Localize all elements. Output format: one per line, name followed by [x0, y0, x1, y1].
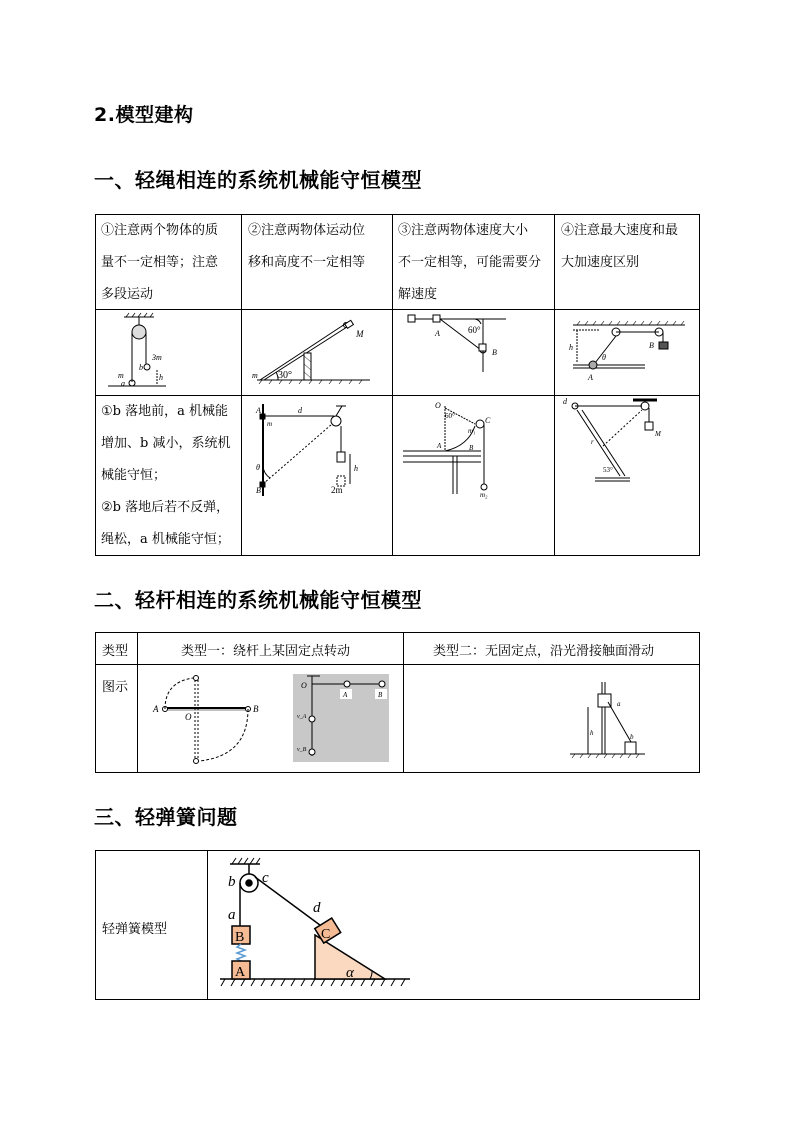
- label-A: A: [343, 691, 348, 699]
- note-4: [561, 215, 678, 279]
- label-h: h: [159, 373, 163, 382]
- label-m: m: [267, 420, 273, 428]
- note-1-line: 量不一定相等；注意: [101, 255, 219, 270]
- note-3: [398, 215, 541, 311]
- label-B: B: [492, 348, 497, 357]
- label-M: M: [356, 329, 364, 339]
- label-angle: 60°: [445, 412, 455, 420]
- type2-figure-cell: [403, 664, 700, 773]
- curved-track-figure: [393, 396, 554, 555]
- note-2: [248, 215, 365, 279]
- label-angle: 60°: [468, 325, 481, 335]
- sliding-rod-figure: [565, 668, 655, 766]
- type2-header: 类型二：无固定点，沿光滑接触面滑动: [433, 644, 655, 659]
- label-O: O: [435, 401, 441, 410]
- note-3-line: 解速度: [398, 287, 438, 302]
- description-line: 绳松，a 机械能守恒；: [101, 532, 230, 547]
- note-4-line: ④注意最大速度和最: [561, 223, 679, 238]
- note-2-line: 移和高度不一定相等: [248, 255, 366, 270]
- label-A: A: [435, 329, 440, 338]
- label-M: M: [655, 430, 661, 438]
- label-m: m: [252, 371, 258, 380]
- label-3m: 3m: [152, 353, 162, 362]
- label-vB: v_B: [297, 747, 307, 753]
- label-angle: 30°: [278, 370, 292, 381]
- label-B: B: [378, 691, 383, 699]
- label-h: h: [569, 343, 573, 352]
- label-vA: v_A: [297, 714, 307, 720]
- label-O: O: [301, 681, 307, 690]
- label-m1: m₁: [468, 427, 476, 435]
- label-B: B: [256, 486, 261, 495]
- section3-title: 三、轻弹簧问题: [94, 805, 238, 829]
- label-b: b: [630, 733, 634, 741]
- label-b: b: [228, 874, 236, 890]
- label-d: d: [298, 406, 302, 415]
- label-B: B: [469, 444, 474, 452]
- label-a: a: [617, 700, 621, 708]
- page-heading: 2.模型建构: [94, 104, 194, 126]
- description-line: 械能守恒；: [101, 468, 167, 483]
- label-A: A: [235, 965, 246, 980]
- label-B: B: [235, 930, 245, 945]
- note-1: [101, 215, 218, 311]
- label-m: m: [118, 371, 124, 380]
- section1-title: 一、轻绳相连的系统机械能守恒模型: [94, 168, 422, 192]
- note-3-line: 不一定相等，可能需要分: [398, 255, 542, 270]
- note-3-line: ③注意两物体速度大小: [398, 223, 529, 238]
- pulley-two-mass-figure: [96, 310, 241, 395]
- label-c: c: [262, 870, 269, 886]
- note-1-line: 多段运动: [101, 287, 154, 302]
- label-alpha: α: [346, 965, 354, 981]
- two-block-rod-figure: [393, 310, 554, 395]
- label-r: r: [591, 438, 594, 446]
- description-line: ②b 落地后若不反弹，: [101, 500, 230, 515]
- description-line: 增加、b 减小，系统机: [101, 436, 231, 451]
- label-B: B: [253, 704, 259, 714]
- spring-system-figure: [210, 852, 430, 998]
- note-2-line: ②注意两物体运动位: [248, 223, 366, 238]
- gray-panel-rod-figure: [293, 674, 389, 762]
- label-A: A: [588, 373, 593, 382]
- section2-title: 二、轻杆相连的系统机械能守恒模型: [94, 588, 422, 612]
- pulley-rail-figure: [555, 310, 700, 395]
- inclined-rod-figure: [555, 396, 700, 555]
- vertical-rod-pulley-figure: [242, 396, 392, 555]
- label-b: b: [139, 363, 143, 372]
- label-angle: 53°: [603, 466, 613, 474]
- label-C: C: [485, 416, 491, 425]
- label-a: a: [228, 907, 236, 923]
- note-4-line: 大加速度区别: [561, 255, 640, 270]
- label-m2: m₂: [480, 491, 488, 499]
- description: [101, 396, 230, 556]
- label-d: d: [313, 900, 321, 916]
- diagram-label: 图示: [102, 680, 129, 695]
- spring-model-label: 轻弹簧模型: [102, 922, 168, 937]
- type1-header: 类型一：绕杆上某固定点转动: [181, 644, 351, 659]
- description-line: ①b 落地前，a 机械能: [101, 404, 228, 419]
- label-theta: θ: [602, 353, 606, 362]
- label-theta: θ: [256, 463, 260, 472]
- spring: [237, 944, 245, 961]
- rotating-rod-figure: [145, 668, 270, 768]
- label-d: d: [563, 397, 567, 406]
- label-h: h: [354, 464, 358, 473]
- label-2m: 2m: [331, 485, 343, 495]
- incline-pulley-figure: [242, 310, 392, 395]
- label-a: a: [121, 379, 125, 388]
- note-1-line: ①注意两个物体的质: [101, 223, 219, 238]
- label-A: A: [256, 406, 261, 415]
- label-C: C: [321, 927, 331, 942]
- label-O: O: [185, 712, 192, 722]
- type-header: 类型: [102, 644, 129, 659]
- label-A: A: [437, 442, 442, 450]
- label-h: h: [590, 729, 594, 737]
- label-B: B: [649, 341, 654, 350]
- label-A: A: [153, 704, 159, 714]
